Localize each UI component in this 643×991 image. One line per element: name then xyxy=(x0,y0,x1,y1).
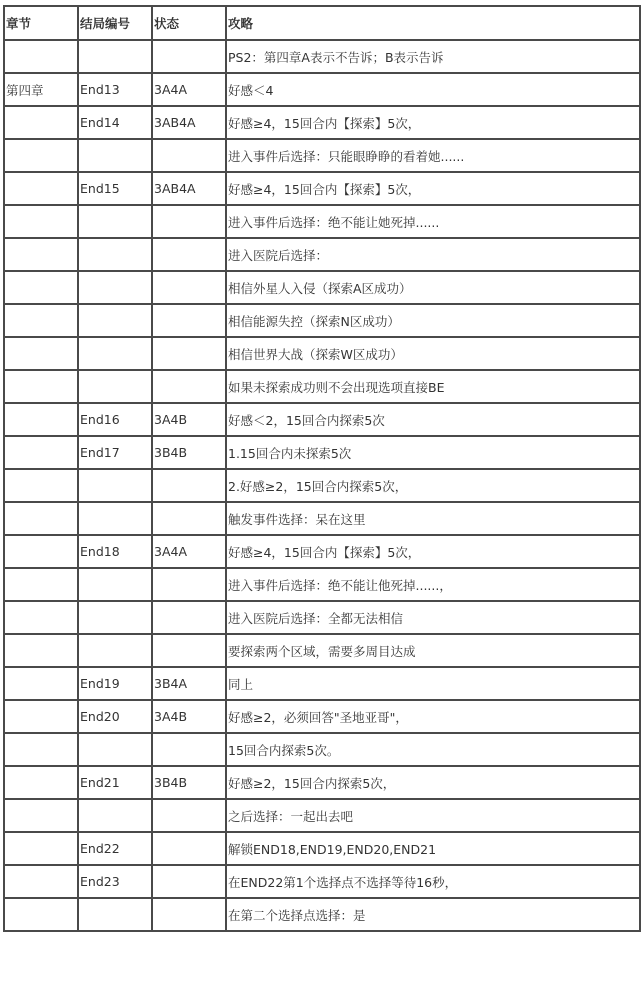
cell-ending-id xyxy=(78,205,152,238)
cell-guide: 进入医院后选择：全都无法相信 xyxy=(226,601,640,634)
table-row xyxy=(4,139,640,172)
cell-chapter xyxy=(4,403,78,436)
table-row xyxy=(4,304,640,337)
cell-status xyxy=(152,205,226,238)
cell-status xyxy=(152,799,226,832)
cell-ending-id xyxy=(78,139,152,172)
cell-guide: 好感≥2，必须回答"圣地亚哥"， xyxy=(226,700,640,733)
cell-chapter: 第四章 xyxy=(4,73,78,106)
table-row xyxy=(4,403,640,436)
table-row xyxy=(4,370,640,403)
cell-chapter xyxy=(4,502,78,535)
cell-chapter xyxy=(4,634,78,667)
cell-guide: 进入事件后选择：绝不能让她死掉...... xyxy=(226,205,640,238)
cell-guide: 2.好感≥2，15回合内探索5次， xyxy=(226,469,640,502)
cell-ending-id: End21 xyxy=(78,766,152,799)
cell-ending-id xyxy=(78,601,152,634)
cell-ending-id xyxy=(78,502,152,535)
cell-guide: 好感≥4，15回合内【探索】5次， xyxy=(226,106,640,139)
cell-chapter xyxy=(4,568,78,601)
table-row xyxy=(4,865,640,898)
cell-guide: 进入事件后选择：绝不能让他死掉......， xyxy=(226,568,640,601)
cell-status xyxy=(152,304,226,337)
cell-ending-id: End13 xyxy=(78,73,152,106)
header-row xyxy=(4,6,640,40)
cell-status xyxy=(152,568,226,601)
cell-status xyxy=(152,40,226,73)
cell-status xyxy=(152,139,226,172)
cell-status xyxy=(152,733,226,766)
table-row xyxy=(4,568,640,601)
table-row xyxy=(4,535,640,568)
cell-status xyxy=(152,238,226,271)
header-chapter: 章节 xyxy=(4,6,78,40)
cell-guide: 相信能源失控（探索N区成功） xyxy=(226,304,640,337)
cell-ending-id xyxy=(78,898,152,931)
cell-status xyxy=(152,502,226,535)
cell-guide: 在END22第1个选择点不选择等待16秒， xyxy=(226,865,640,898)
cell-chapter xyxy=(4,370,78,403)
cell-chapter xyxy=(4,304,78,337)
cell-chapter xyxy=(4,799,78,832)
table-row xyxy=(4,40,640,73)
table-row xyxy=(4,601,640,634)
cell-guide: 在第二个选择点选择：是 xyxy=(226,898,640,931)
cell-ending-id: End23 xyxy=(78,865,152,898)
cell-ending-id xyxy=(78,634,152,667)
table-row xyxy=(4,469,640,502)
cell-status: 3A4A xyxy=(152,73,226,106)
cell-chapter xyxy=(4,535,78,568)
cell-ending-id xyxy=(78,370,152,403)
cell-ending-id xyxy=(78,238,152,271)
cell-chapter xyxy=(4,106,78,139)
cell-status: 3AB4A xyxy=(152,106,226,139)
cell-chapter xyxy=(4,139,78,172)
cell-chapter xyxy=(4,172,78,205)
cell-chapter xyxy=(4,865,78,898)
cell-chapter xyxy=(4,271,78,304)
table-row xyxy=(4,436,640,469)
cell-status: 3A4A xyxy=(152,535,226,568)
cell-guide: 好感＜2，15回合内探索5次 xyxy=(226,403,640,436)
table-row xyxy=(4,832,640,865)
table-row xyxy=(4,172,640,205)
cell-chapter xyxy=(4,436,78,469)
cell-status: 3A4B xyxy=(152,403,226,436)
table-row xyxy=(4,238,640,271)
table-row xyxy=(4,271,640,304)
cell-status: 3B4B xyxy=(152,766,226,799)
cell-status: 3AB4A xyxy=(152,172,226,205)
cell-guide: 之后选择：一起出去吧 xyxy=(226,799,640,832)
cell-ending-id: End19 xyxy=(78,667,152,700)
table-row xyxy=(4,634,640,667)
cell-status xyxy=(152,832,226,865)
cell-ending-id: End20 xyxy=(78,700,152,733)
cell-ending-id: End16 xyxy=(78,403,152,436)
cell-guide: 好感≥4，15回合内【探索】5次， xyxy=(226,535,640,568)
table-row xyxy=(4,106,640,139)
cell-ending-id xyxy=(78,304,152,337)
cell-status: 3A4B xyxy=(152,700,226,733)
endings-table xyxy=(3,5,641,932)
cell-chapter xyxy=(4,601,78,634)
cell-guide: 解锁END18,END19,END20,END21 xyxy=(226,832,640,865)
table-row xyxy=(4,766,640,799)
cell-guide: 要探索两个区域，需要多周目达成 xyxy=(226,634,640,667)
cell-guide: 相信世界大战（探索W区成功） xyxy=(226,337,640,370)
cell-chapter xyxy=(4,700,78,733)
cell-status: 3B4B xyxy=(152,436,226,469)
table-row xyxy=(4,205,640,238)
cell-ending-id: End22 xyxy=(78,832,152,865)
cell-guide: 相信外星人入侵（探索A区成功） xyxy=(226,271,640,304)
cell-ending-id xyxy=(78,271,152,304)
table-row xyxy=(4,799,640,832)
cell-ending-id xyxy=(78,799,152,832)
cell-status xyxy=(152,370,226,403)
cell-guide: 好感＜4 xyxy=(226,73,640,106)
header-ending-id: 结局编号 xyxy=(78,6,152,40)
cell-guide: 1.15回合内未探索5次 xyxy=(226,436,640,469)
cell-ending-id xyxy=(78,568,152,601)
table-row xyxy=(4,73,640,106)
cell-ending-id: End17 xyxy=(78,436,152,469)
cell-guide: 进入事件后选择：只能眼睁睁的看着她...... xyxy=(226,139,640,172)
cell-guide: 好感≥2，15回合内探索5次， xyxy=(226,766,640,799)
table-row xyxy=(4,337,640,370)
cell-chapter xyxy=(4,40,78,73)
cell-chapter xyxy=(4,205,78,238)
table-row xyxy=(4,898,640,931)
cell-guide: 15回合内探索5次。 xyxy=(226,733,640,766)
table-row xyxy=(4,700,640,733)
cell-status xyxy=(152,634,226,667)
cell-status xyxy=(152,469,226,502)
cell-status xyxy=(152,271,226,304)
cell-guide: 进入医院后选择： xyxy=(226,238,640,271)
cell-status xyxy=(152,898,226,931)
table-row xyxy=(4,502,640,535)
cell-status xyxy=(152,865,226,898)
cell-chapter xyxy=(4,832,78,865)
cell-guide: 如果未探索成功则不会出现选项直接BE xyxy=(226,370,640,403)
cell-guide: 同上 xyxy=(226,667,640,700)
cell-ending-id: End15 xyxy=(78,172,152,205)
cell-ending-id: End14 xyxy=(78,106,152,139)
header-guide: 攻略 xyxy=(226,6,640,40)
table-row xyxy=(4,733,640,766)
cell-status xyxy=(152,337,226,370)
cell-guide: PS2：第四章A表示不告诉；B表示告诉 xyxy=(226,40,640,73)
cell-chapter xyxy=(4,667,78,700)
cell-guide: 好感≥4，15回合内【探索】5次， xyxy=(226,172,640,205)
cell-ending-id xyxy=(78,469,152,502)
cell-chapter xyxy=(4,766,78,799)
cell-chapter xyxy=(4,238,78,271)
cell-ending-id xyxy=(78,337,152,370)
cell-chapter xyxy=(4,469,78,502)
cell-chapter xyxy=(4,733,78,766)
cell-status xyxy=(152,601,226,634)
table-row xyxy=(4,667,640,700)
cell-ending-id xyxy=(78,733,152,766)
cell-status: 3B4A xyxy=(152,667,226,700)
cell-chapter xyxy=(4,337,78,370)
cell-ending-id xyxy=(78,40,152,73)
cell-guide: 触发事件选择：呆在这里 xyxy=(226,502,640,535)
cell-ending-id: End18 xyxy=(78,535,152,568)
cell-chapter xyxy=(4,898,78,931)
header-status: 状态 xyxy=(152,6,226,40)
